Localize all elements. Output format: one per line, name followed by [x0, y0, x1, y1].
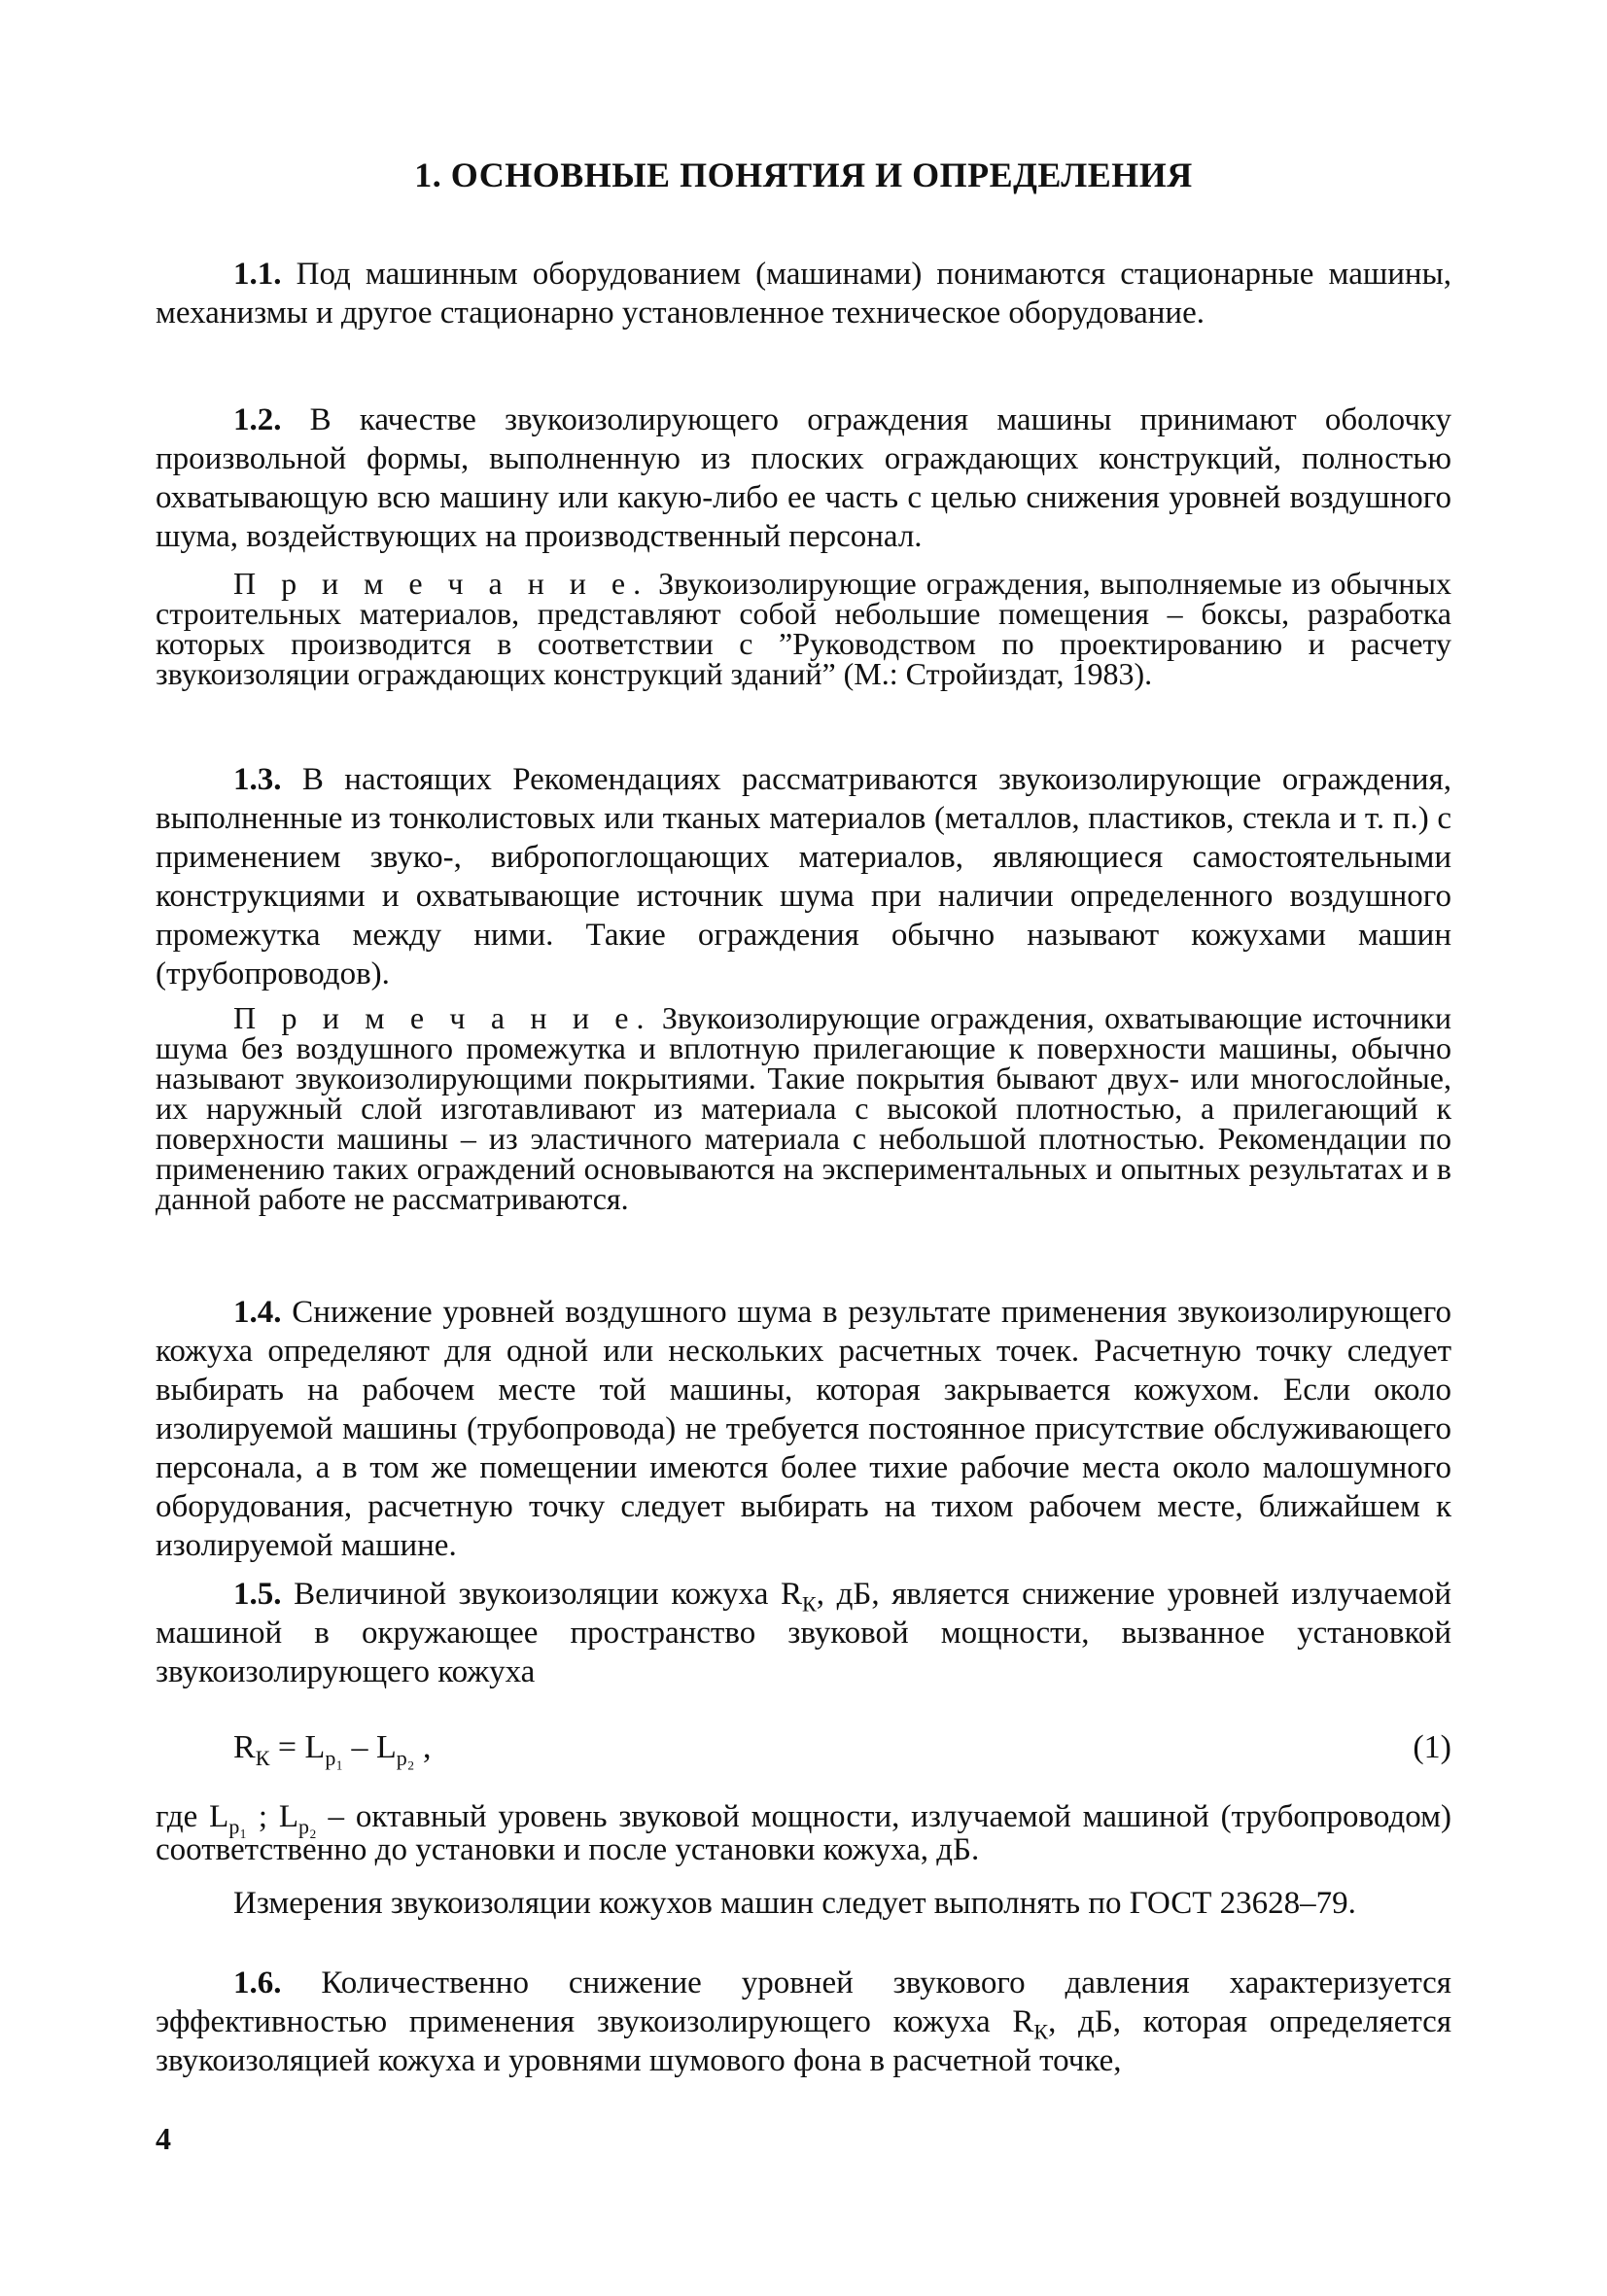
formula-number: (1): [1413, 1729, 1451, 1765]
note-text: Звукоизолирующие ограждения, охватывающие источники шума без воздушного промежутка и вплотную прилегающие к поверхности машины, обычно называют звукоизолирующими покрытиями. Такие покрытия бывают двух- или многослойные, их наружный слой изготавливают из материала с высокой плотностью, а прилегающий к поверхности машины – из эластичного материала с небольшой плотностью. Рекомендации по применению таких ограждений основываются на экспериментальных и опытных результатах и в данной работе не рассматриваются.: [156, 1000, 1452, 1216]
paragraph-text: Количественно снижение уровней звукового давления характеризуется эффективностью применения звукоизолирующего кожуха R: [156, 1966, 1451, 2039]
paragraph-text: В настоящих Рекомендациях рассматриваются звукоизолирующие ограждения, выполненные из тонколистовых или тканых материалов (металлов, пластиков, стекла и т. п.) с применением звуко-, вибропоглощающих материалов, являющиеся самостоятельными конструкциями и охватывающие источник шума при наличии определенного воздушного промежутка между ними. Такие ограждения обычно называют кожухами машин (трубопроводов).: [156, 762, 1451, 991]
paragraph-1-5: [156, 1575, 1451, 1691]
note-label: П р и м е ч а н и е.: [233, 566, 649, 601]
subscript-k: К: [802, 1591, 817, 1617]
paragraph-number: 1.4.: [233, 1295, 282, 1330]
formula-where: [156, 1800, 1451, 1866]
paragraph-1-3: [156, 760, 1451, 993]
paragraph-1-4: [156, 1293, 1451, 1565]
paragraph-number: 1.2.: [233, 402, 282, 437]
paragraph-1-2: [156, 400, 1451, 556]
subscript-k-prime: К: [1033, 2019, 1049, 2044]
formula-1: [233, 1728, 432, 1770]
paragraph-number: 1.1.: [233, 257, 282, 292]
paragraph-text: Снижение уровней воздушного шума в результате применения звукоизолирующего кожуха определяют для одной или нескольких расчетных точек. Расчетную точку следует выбирать на рабочем месте той машины, которая закрывается кожухом. Если около изолируемой машины (трубопровода) не требуется постоянное присутствие обслуживающего персонала, а в том же помещении имеются более тихие рабочие места около малошумного оборудования, расчетную точку следует выбирать на тихом рабочем месте, ближайшем к изолируемой машине.: [156, 1295, 1451, 1563]
where-text: где L: [156, 1799, 229, 1834]
section-title: 1. ОСНОВНЫЕ ПОНЯТИЯ И ОПРЕДЕЛЕНИЯ: [414, 156, 1193, 194]
formula-eq: = L: [269, 1729, 326, 1765]
note-2: [156, 1000, 1452, 1216]
formula-sub-p1: p₁: [325, 1745, 343, 1770]
paragraph-text: Величиной звукоизоляции кожуха R: [294, 1577, 803, 1612]
where-sub-1: p₁: [228, 1814, 247, 1839]
where-text-c: – октавный уровень звуковой мощности, излучаемой машиной (трубопроводом) соответственно до установки и после установки кожуха, дБ.: [156, 1799, 1451, 1867]
note-1: [156, 566, 1452, 691]
paragraph-text: В качестве звукоизолирующего ограждения машины принимают оболочку произвольной формы, выполненную из плоских ограждающих конструкций, полностью охватывающую всю машину или какую-либо ее часть с целью снижения уровней воздушного шума, воздействующих на производственный персонал.: [156, 402, 1451, 554]
paragraph-text-cont: , дБ, которая определяется звукоизоляцией кожуха и уровнями шумового фона в расчетной точке,: [156, 2004, 1452, 2078]
note-text: Звукоизолирующие ограждения, выполняемые из обычных строительных материалов, представляют собой небольшие помещения – боксы, разработка которых производится в соответствии с ”Руководством по проектированию и расчету звукоизоляции ограждающих конструкций зданий” (М.: Стройиздат, 1983).: [156, 566, 1452, 691]
paragraph-number: 1.3.: [233, 762, 282, 797]
paragraph-1-6: [156, 1964, 1451, 2080]
where-text-b: ; L: [247, 1799, 298, 1834]
paragraph-number: 1.5.: [233, 1577, 282, 1612]
paragraph-text: Под машинным оборудованием (машинами) понимаются стационарные машины, механизмы и другое стационарно установленное техническое оборудование.: [156, 257, 1452, 330]
note-label: П р и м е ч а н и е.: [233, 1000, 652, 1035]
page-number: 4: [156, 2121, 171, 2156]
where-sub-2: p₂: [298, 1814, 317, 1839]
formula-tail: ,: [414, 1729, 432, 1765]
paragraph-measure: [156, 1884, 1451, 1923]
formula-lhs-sub: К: [255, 1745, 270, 1770]
formula-sub-p2: p₂: [396, 1745, 415, 1770]
paragraph-number: 1.6.: [233, 1966, 282, 2000]
formula-minus: – L: [343, 1729, 397, 1765]
formula-lhs: R: [233, 1729, 256, 1765]
paragraph-1-1: [156, 255, 1451, 332]
measure-text: Измерения звукоизоляции кожухов машин следует выполнять по ГОСТ 23628–79.: [233, 1886, 1356, 1921]
paragraph-text-cont: , дБ, является снижение уровней излучаемой машиной в окружающее пространство звуковой мощности, вызванное установкой звукоизолирующего кожуха: [156, 1577, 1451, 1689]
